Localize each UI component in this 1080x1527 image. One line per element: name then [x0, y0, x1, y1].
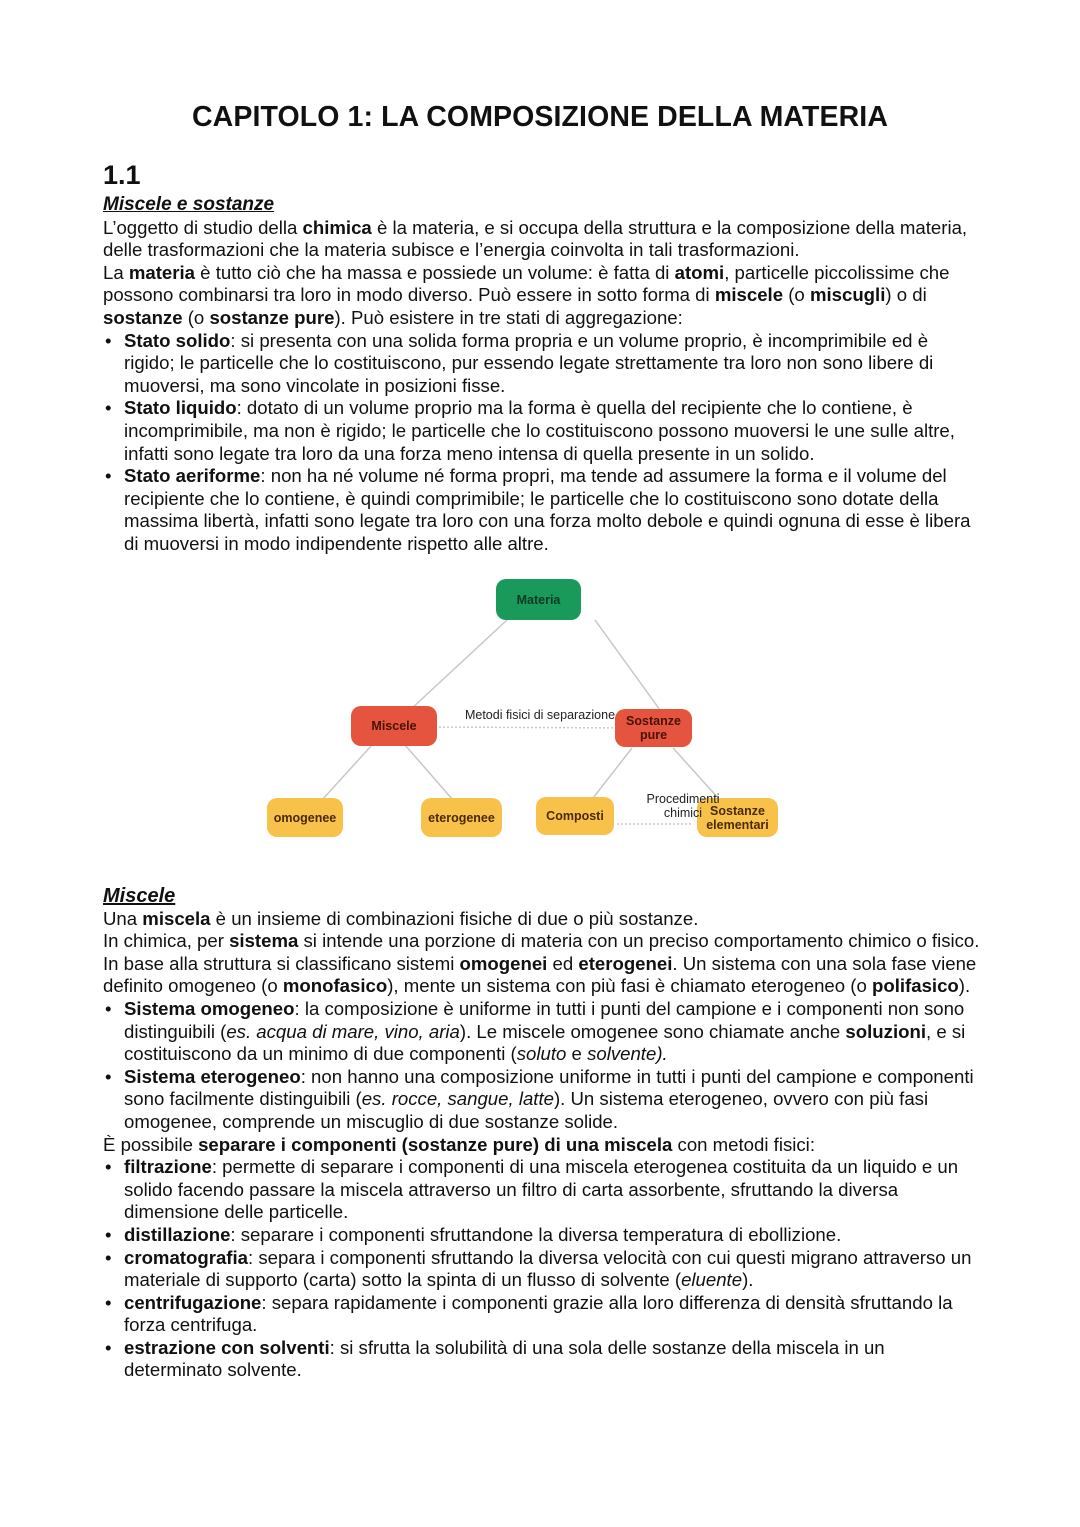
text-run: : permette di separare i componenti di una miscela eterogenea costituita da un liquido e un solido facendo passare la miscela attraverso un filtro di carta assorbente, sfruttando la diversa dimensione delle particelle. [124, 1156, 959, 1223]
node-miscele: Miscele [351, 706, 437, 746]
list-item [103, 998, 983, 1066]
section-miscele-e-sostanze [103, 194, 983, 556]
list-item [103, 1224, 983, 1247]
node-sostanze-elementari: Sostanze elementari [697, 798, 778, 837]
node-composti: Composti [536, 797, 614, 835]
emphasis-text: eluente [681, 1269, 743, 1291]
edge-miscele-eterogenee [405, 745, 453, 800]
emphasis-text: miscugli [809, 284, 886, 306]
matter-classification-diagram [260, 570, 820, 850]
emphasis-text: es. rocce, sangue, latte [361, 1088, 554, 1110]
list-item [103, 1247, 983, 1292]
text-run: ). [742, 1269, 754, 1291]
emphasis-text: Stato aeriforme [124, 465, 261, 487]
list-item [103, 465, 983, 555]
emphasis-text: miscela [142, 907, 211, 929]
emphasis-text: sostanze [103, 306, 183, 328]
emphasis-text: Sistema omogeneo [124, 997, 295, 1019]
emphasis-text: Stato liquido [124, 397, 237, 419]
text-run: è tutto ciò che ha massa e possiede un volume: è fatta di [195, 261, 675, 283]
chapter-title: CAPITOLO 1: LA COMPOSIZIONE DELLA MATERIA [191, 101, 889, 133]
text-run: ). [958, 975, 971, 997]
text-run: ). Le miscele omogenee sono chiamate anche [459, 1020, 846, 1042]
paragraphs [103, 908, 983, 998]
text-run: Una [103, 907, 143, 929]
emphasis-text: distillazione [124, 1223, 231, 1245]
states-list [103, 330, 983, 556]
text-run: : non hanno una composizione uniforme in tutti i punti del campione e componenti sono facilmente distinguibili ( [124, 1065, 974, 1110]
text-run: (o [182, 306, 210, 328]
text-run: ). Un sistema eterogeneo, ovvero con più fasi omogenee, comprende un miscuglio di due sostanze solide. [124, 1088, 929, 1132]
emphasis-text: es. acqua di mare, vino, aria [226, 1020, 460, 1042]
edge-sostanze-composti [593, 748, 632, 798]
text-run: È possibile [103, 1133, 199, 1155]
edge-materia-miscele [410, 620, 507, 710]
emphasis-text: sistema [229, 930, 299, 952]
text-run: ed [547, 952, 579, 974]
text-run: e [566, 1043, 588, 1065]
node-eterogenee: eterogenee [421, 798, 502, 837]
node-sostanze-pure: Sostanze pure [615, 709, 692, 747]
emphasis-text: omogenei [459, 952, 548, 974]
subheading: Miscele e sostanze [103, 194, 275, 215]
emphasis-text: soluto [516, 1043, 567, 1065]
list-item [103, 330, 983, 398]
text-run: , e si costituiscono da un minimo di due componenti ( [124, 1020, 966, 1065]
emphasis-text: monofasico [282, 975, 388, 997]
paragraph [103, 930, 983, 998]
text-run: si intende una porzione di materia con un preciso comportamento chimico o fisico. In base alla struttura si classificano sistemi [103, 930, 980, 974]
systems-list [103, 998, 983, 1134]
paragraph [103, 217, 983, 262]
emphasis-text: sostanze pure [209, 306, 335, 328]
text-run: è un insieme di combinazioni fisiche di due o più sostanze. [210, 907, 699, 929]
section-miscele [103, 885, 983, 1382]
edge-miscele-omogenee [322, 745, 372, 800]
list-item [103, 397, 983, 465]
paragraph [103, 908, 983, 931]
emphasis-text: centrifugazione [124, 1291, 262, 1313]
text-run: L’oggetto di studio della [103, 216, 303, 238]
emphasis-text: chimica [302, 216, 372, 238]
emphasis-text: Stato solido [124, 329, 231, 351]
subheading: Miscele [103, 885, 176, 907]
node-materia: Materia [496, 579, 581, 620]
text-run: (o [783, 284, 810, 306]
emphasis-text: materia [128, 261, 196, 283]
node-omogenee: omogenee [267, 798, 343, 837]
emphasis-text: eterogenei [578, 952, 673, 974]
list-item [103, 1337, 983, 1382]
text-run: : non ha né volume né forma propri, ma tende ad assumere la forma e il volume del recipiente che lo contiene, è quindi comprimibile; le particelle che lo costituiscono sono dotate della massima libertà, infatti sono legate tra loro con una forza molto debole e quindi ognuna di esse è libera di muoversi in modo indipendente rispetto alle altre. [124, 465, 971, 554]
text-run: : dotato di un volume proprio ma la forma è quella del recipiente che lo contiene, è incomprimibile, ma non è rigido; le particelle che lo costituiscono possono muoversi le une sulle altre, infatti sono legate tra loro da una forza meno intensa di quella presente in un solido. [124, 397, 955, 464]
list-item [103, 1066, 983, 1134]
emphasis-text: cromatografia [124, 1246, 248, 1268]
edge-separazione [427, 727, 640, 728]
text-run: , particelle piccolissime che possono combinarsi tra loro in modo diverso. Può essere in sotto forma di [103, 261, 950, 306]
text-run: La [103, 261, 129, 283]
emphasis-text: solvente). [587, 1043, 668, 1065]
text-run: : si sfrutta la solubilità di una sola delle sostanze della miscela in un determinato solvente. [124, 1336, 885, 1381]
emphasis-text: estrazione con solventi [124, 1336, 330, 1358]
emphasis-text: polifasico [871, 975, 959, 997]
list-item [103, 1292, 983, 1337]
text-run: In chimica, per [103, 930, 230, 952]
emphasis-text: miscele [714, 284, 784, 306]
emphasis-text: Sistema eterogeneo [124, 1065, 301, 1087]
text-run: : la composizione è uniforme in tutti i punti del campione e i componenti non sono distinguibili ( [124, 997, 965, 1042]
text-run: : separa i componenti sfruttando la diversa velocità con cui questi migrano attraverso un materiale di supporto (carta) sotto la spinta di un flusso di solvente ( [124, 1246, 972, 1291]
text-run: ) o di [885, 284, 927, 306]
text-run: ), mente un sistema con più fasi è chiamato eterogeneo (o [387, 975, 872, 997]
edge-materia-sostanze [595, 620, 660, 710]
text-run: : separa rapidamente i componenti grazie alla loro differenza di densità sfruttando la forza centrifuga. [124, 1291, 953, 1336]
section-number: 1.1 [103, 160, 141, 190]
list-item [103, 1156, 983, 1224]
text-run: con metodi fisici: [672, 1133, 815, 1155]
label-metodi-fisici: Metodi fisici di separazione [464, 708, 616, 722]
text-run: . Un sistema con una sola fase viene definito omogeneo (o [103, 952, 977, 997]
label-procedimenti-chimici: Procedimenti chimici [646, 792, 720, 820]
emphasis-text: atomi [674, 261, 725, 283]
text-run: ). Può esistere in tre stati di aggregazione: [334, 306, 683, 328]
emphasis-text: filtrazione [124, 1156, 212, 1178]
text-run: : separare i componenti sfruttandone la diversa temperatura di ebollizione. [230, 1223, 842, 1245]
separation-methods-list [103, 1156, 983, 1382]
paragraph [103, 262, 983, 330]
text-run: è la materia, e si occupa della struttura e la composizione della materia, delle trasformazioni che la materia subisce e l’energia coinvolta in tali trasformazioni. [103, 216, 968, 261]
emphasis-text: separare i componenti (sostanze pure) di una miscela [198, 1133, 673, 1155]
emphasis-text: soluzioni [845, 1020, 926, 1042]
text-run: : si presenta con una solida forma propria e un volume proprio, è incomprimibile ed è rigido; le particelle che lo costituiscono, pur essendo legate strettamente tra loro non sono libere di muoversi, ma sono vincolate in posizioni fisse. [124, 329, 934, 396]
paragraphs [103, 217, 983, 330]
separation-intro [103, 1134, 983, 1157]
